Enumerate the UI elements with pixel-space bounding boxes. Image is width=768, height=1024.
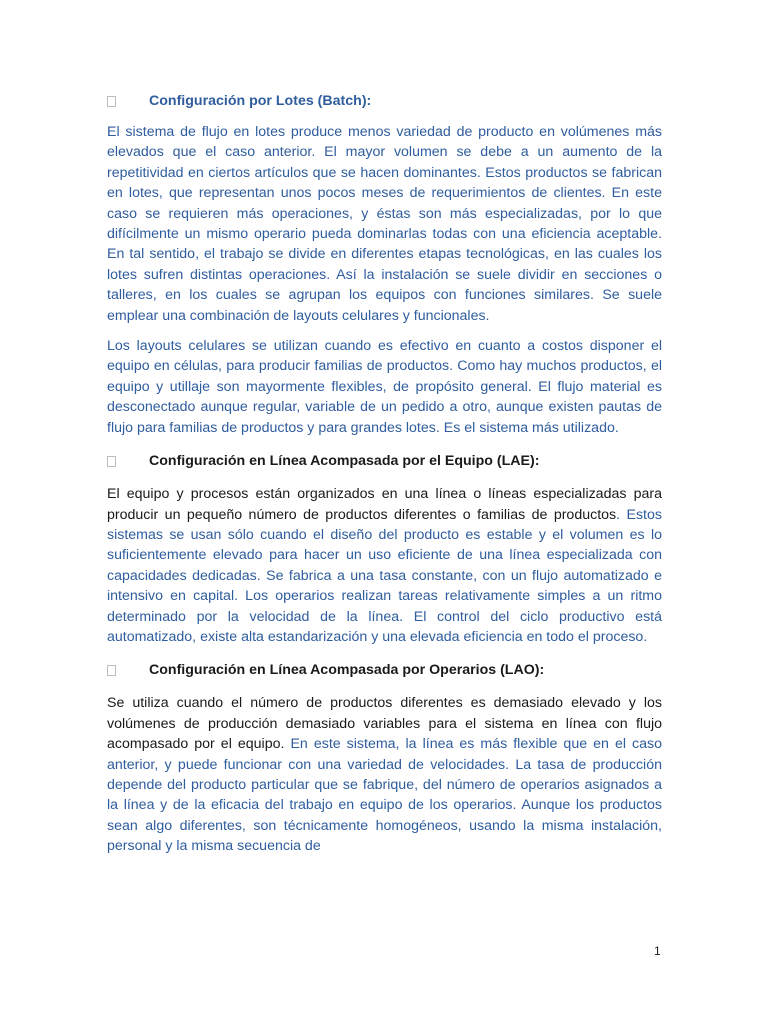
text-run: Se utiliza cuando el número de productos diferentes es demasiado elevado y los volúmenes de producción demasiado variables para el sistema en línea con flujo acompasado por el equipo. — [107, 695, 662, 753]
bullet-icon — [107, 456, 116, 467]
text-run: . Estos sistemas se usan sólo cuando el diseño del producto es estable y el volumen es lo suficientemente elevado para hacer un uso eficiente de una línea especializada con capacidades dedicadas. Se fabrica a una tasa constante, con un flujo automatizado e intensivo en capital. Los operarios realizan tareas relativamente simples a un ritmo determinado por la velocidad de la línea. El control del ciclo productivo está automatizado, existe alta estandarización y una elevada eficiencia en todo el proceso. — [107, 506, 662, 645]
heading-text: Configuración en Línea Acompasada por Operarios (LAO): — [149, 662, 545, 679]
section-heading-batch — [107, 90, 662, 112]
paragraph — [107, 484, 662, 647]
bullet-icon — [107, 665, 116, 676]
heading-text: Configuración por Lotes (Batch): — [149, 93, 372, 109]
heading-text: Configuración en Línea Acompasada por el Equipo (LAE): — [149, 453, 540, 470]
paragraph — [107, 122, 662, 326]
section-heading-lao — [107, 659, 662, 681]
paragraph — [107, 336, 662, 438]
text-run: El equipo y procesos están organizados en una línea o líneas especializadas para producir un pequeño número de productos diferentes o familias de productos — [107, 486, 662, 523]
text-run: El sistema de flujo en lotes produce menos variedad de producto en volúmenes más elevados que el caso anterior. El mayor volumen se debe a un aumento de la repetitividad en ciertos artículos que se hacen dominantes. Estos productos se fabrican en lotes, que representan unos pocos meses de requerimientos de clientes. En este caso se requieren más operaciones, y éstas son más especializadas, por lo que difícilmente un mismo operario pueda dominarlas todas con una eficiencia aceptable. En tal sentido, el trabajo se divide en diferentes etapas tecnológicas, en las cuales los lotes sufren distintas operaciones. Así la instalación se suele dividir en secciones o talleres, en los cuales se agrupan los equipos con funciones similares. Se suele emplear una combinación de layouts celulares y funcionales. — [107, 124, 662, 324]
text-run: En este sistema, la línea es más flexible que en el caso anterior, y puede funcionar con una variedad de velocidades. La tasa de producción depende del producto particular que se fabrique, del número de operarios asignados a la línea y de la eficacia del trabajo en equipo de los operarios. Aunque los productos sean algo diferentes, son técnicamente homogéneos, usando la misma instalación, personal y la misma secuencia de — [107, 736, 662, 855]
page-number: 1 — [654, 944, 661, 958]
text-run: Los layouts celulares se utilizan cuando es efectivo en cuanto a costos disponer el equipo en células, para producir familias de productos. Como hay muchos productos, el equipo y utillaje son mayormente flexibles, de propósito general. El flujo material es desconectado aunque regular, variable de un pedido a otro, aunque existen pautas de flujo para familias de productos y para grandes lotes. Es el sistema más utilizado. — [107, 338, 662, 436]
bullet-icon — [107, 96, 116, 107]
section-heading-lae — [107, 450, 662, 472]
paragraph — [107, 693, 662, 856]
document-content — [107, 90, 662, 857]
